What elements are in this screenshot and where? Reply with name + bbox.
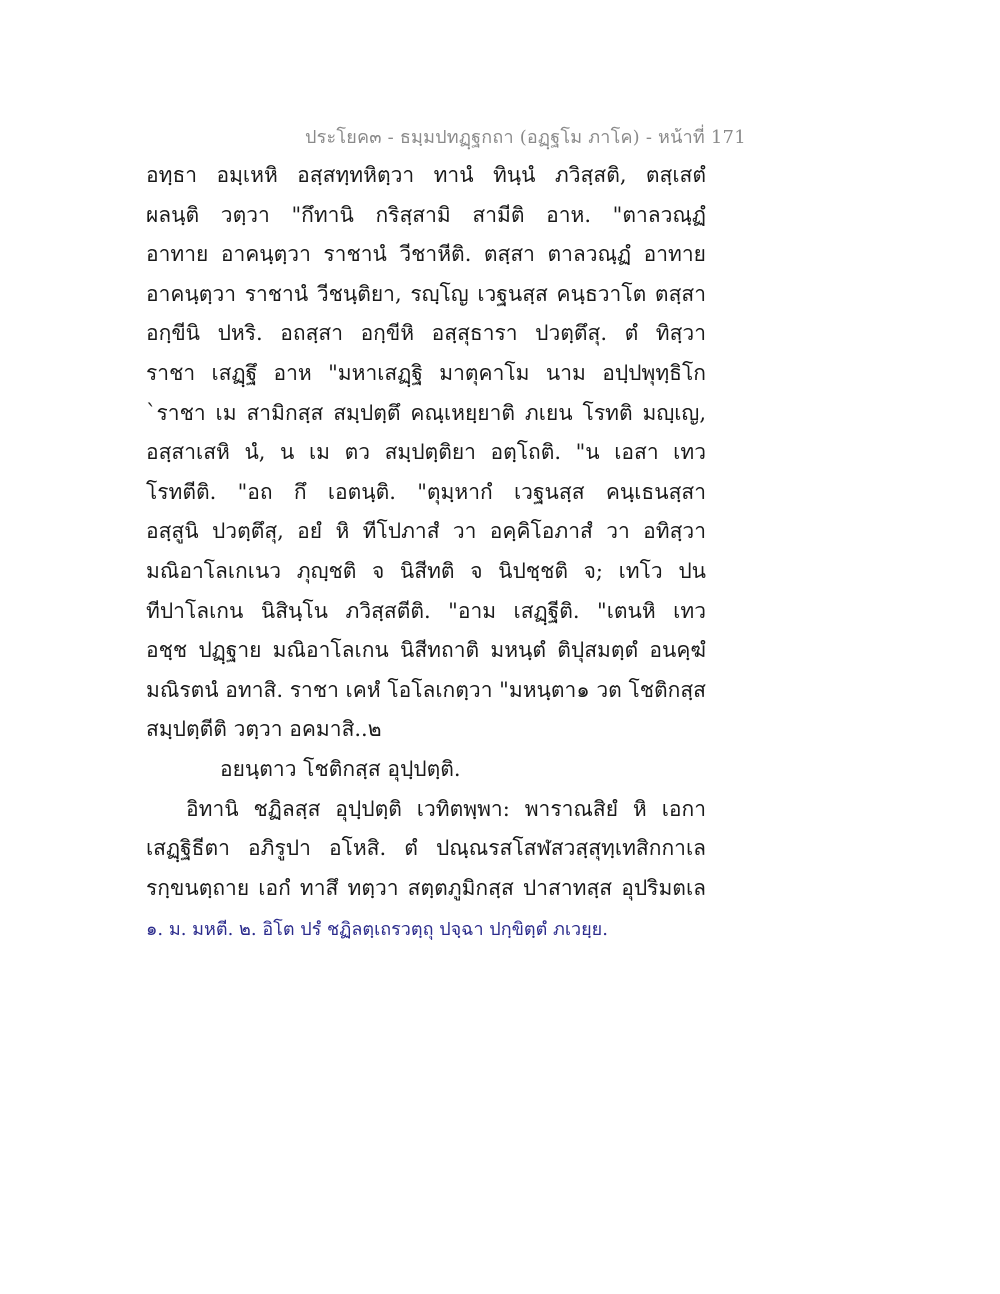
text-line: อกฺขีนิ ปหริ. อถสฺสา อกฺขีหิ อสฺสุธารา ปวตฺตึสุ. ตํ ทิสฺวา xyxy=(146,321,706,346)
text-line: อชฺช ปฏฺฐาย มณิอาโลเกน นิสีทถาติ มหนฺตํ ติปุสมตฺตํ อนคฺฆํ xyxy=(146,638,706,663)
text-line: อสฺสูนิ ปวตฺตึสุ, อยํ หิ ทีโปภาสํ วา อคฺคิโอภาสํ วา อทิสฺวา xyxy=(146,519,706,544)
text-line: รกฺขนตฺถาย เอกํ ทาสึ ทตฺวา สตฺตภูมิกสฺส ปาสาทสฺส อุปริมตเล xyxy=(146,875,706,900)
text-line: ทีปาโลเกน นิสินฺโน ภวิสฺสตีติ. "อาม เสฏฺฐีติ. "เตนหิ เทว xyxy=(146,598,706,623)
text-line: มณิรตนํ อทาสิ. ราชา เคหํ โอโลเกตฺวา "มหนฺตา๑ วต โชติกสฺส xyxy=(146,677,706,702)
body-text xyxy=(146,156,706,908)
text-line: โรทตีติ. "อถ กึ เอตนฺติ. "ตุมฺหากํ เวฐนสฺส คนฺเธนสฺสา xyxy=(146,479,706,504)
text-line: อาคนฺตฺวา ราชานํ วีชนฺติยา, รญฺโญ เวฐนสฺส คนฺธวาโต ตสฺสา xyxy=(146,281,706,306)
page-header: ประโยค๓ - ธมฺมปทฏฺฐกถา (อฏฺฐโม ภาโค) - หน้าที่ 171 xyxy=(305,127,746,148)
text-line: ผลนฺติ วตฺวา "กึทานิ กริสฺสามิ สามีติ อาห. "ตาลวณฺฏํ xyxy=(146,202,706,227)
footnote: ๑. ม. มหตี. ๒. อิโต ปรํ ชฏิลตฺเถรวตฺถุ ปจฺฉา ปกฺขิตฺตํ ภเวยฺย. xyxy=(146,919,608,940)
text-line: `ราชา เม สามิกสฺส สมฺปตฺตึ คณฺเหยฺยาติ ภเยน โรทติ มญฺเญ, xyxy=(146,400,706,425)
text-line: อสฺสาเสหิ นํ, น เม ตว สมฺปตฺติยา อตฺโถติ. "น เอสา เทว xyxy=(146,440,706,465)
text-line: มณิอาโลเกเนว ภุญฺชติ จ นิสีทติ จ นิปชฺชติ จ; เทโว ปน xyxy=(146,558,706,583)
text-line: สมฺปตฺตีติ วตฺวา อคมาสิ..๒ xyxy=(146,717,382,742)
text-line: อิทานิ ชฏิลสฺส อุปฺปตฺติ เวทิตพฺพา: พาราณสิยํ หิ เอกา xyxy=(186,796,706,821)
text-line: เสฏฺฐิธีตา อภิรูปา อโหสิ. ตํ ปณฺณรสโสฬสวสฺสุทฺเทสิกกาเล xyxy=(146,836,706,861)
text-line: อาทาย อาคนฺตฺวา ราชานํ วีชาหีติ. ตสฺสา ตาลวณฺฏํ อาทาย xyxy=(146,242,706,267)
text-line: อทฺธา อมฺเหหิ อสฺสทฺทหิตฺวา ทานํ ทินฺนํ ภวิสฺสติ, ตสฺเสตํ xyxy=(146,163,706,187)
section-subheading: อยนฺตาว โชติกสฺส อุปฺปตฺติ. xyxy=(220,756,461,781)
text-line: ราชา เสฏฺฐึ อาห "มหาเสฏฺฐิ มาตุคาโม นาม อปฺปพุทฺธิโก xyxy=(146,360,706,385)
